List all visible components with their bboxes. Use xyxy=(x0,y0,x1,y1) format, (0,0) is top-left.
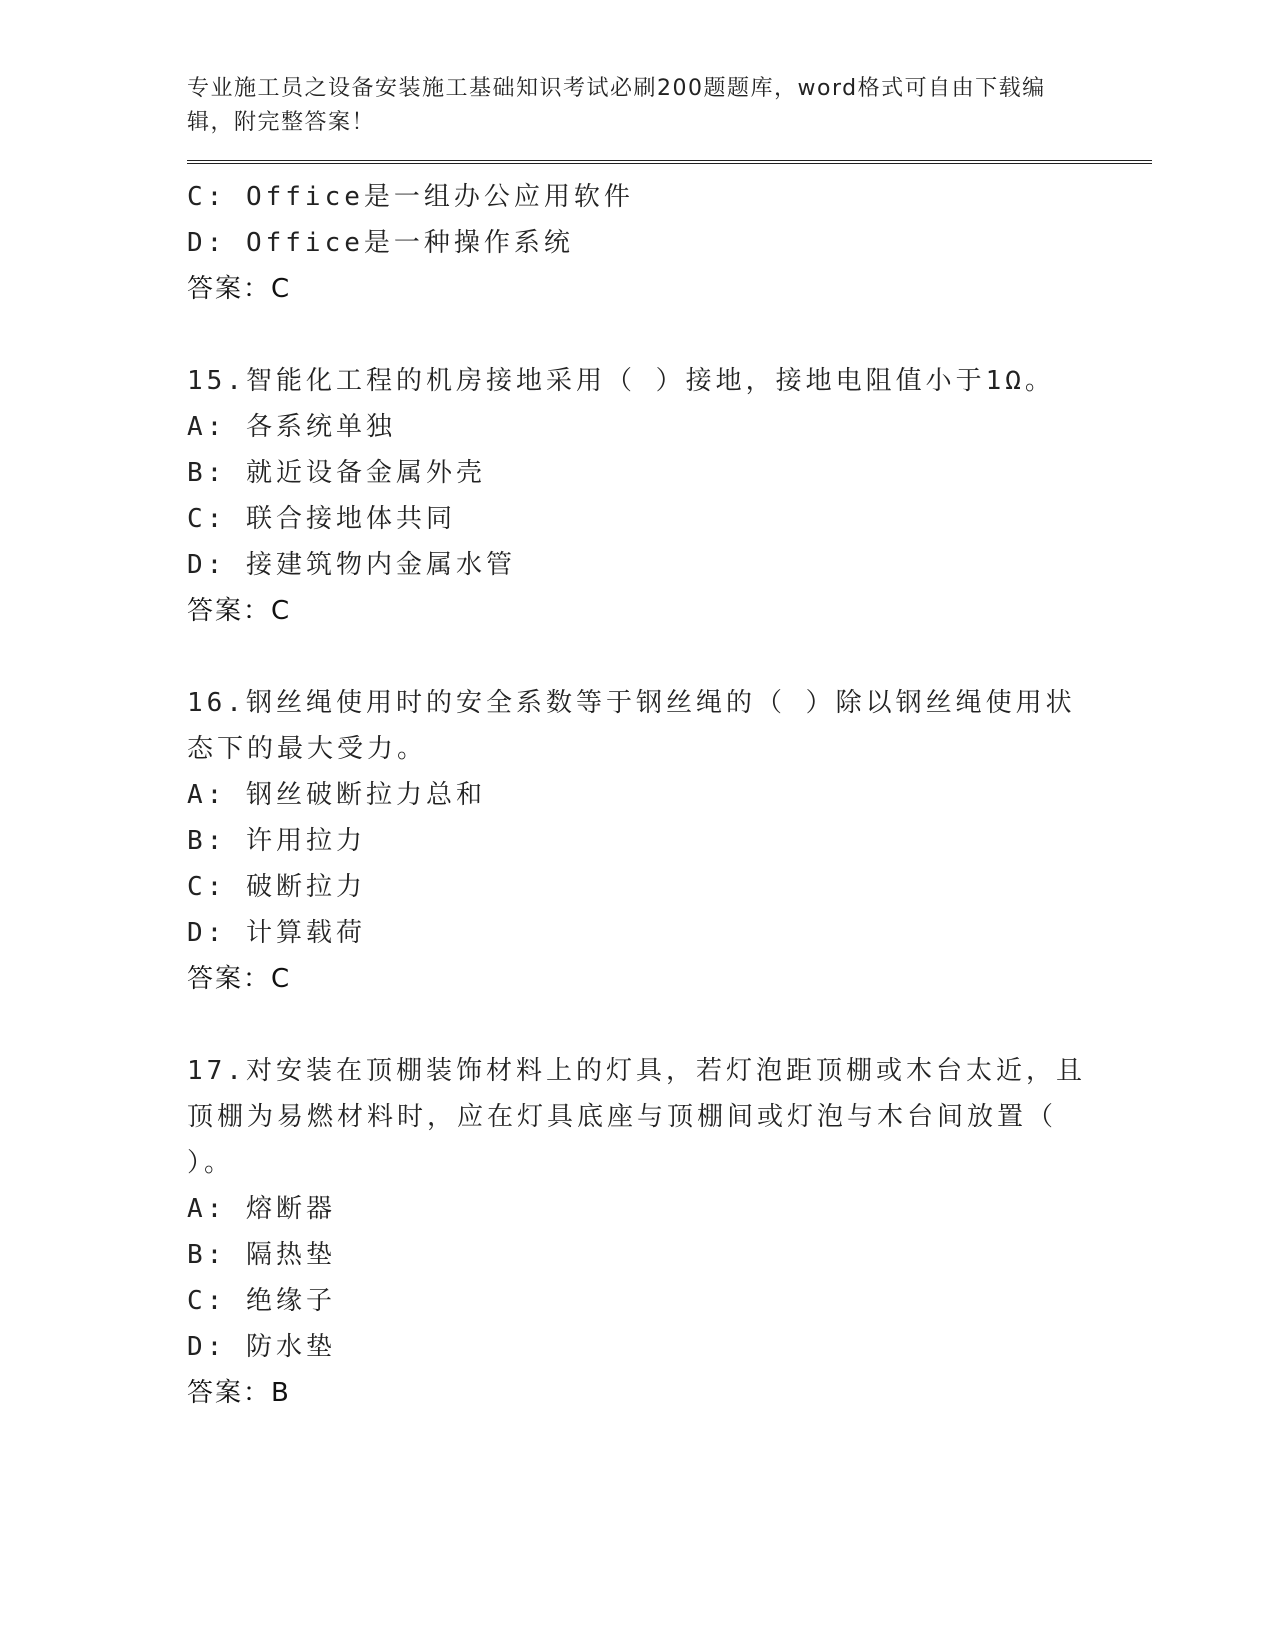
option-b: B: 就近设备金属外壳 xyxy=(187,458,486,488)
option-a: A: 各系统单独 xyxy=(187,412,396,442)
question-list xyxy=(187,174,1152,1416)
document-page xyxy=(187,72,1152,1416)
spacer xyxy=(187,1002,1152,1048)
question-17 xyxy=(187,1048,1152,1416)
spacer xyxy=(187,634,1152,680)
option-c: C: 破断拉力 xyxy=(187,872,366,902)
question-stem: 15.智能化工程的机房接地采用（ ）接地，接地电阻值小于1Ω。 xyxy=(187,366,1055,396)
answer: 答案：C xyxy=(187,596,292,626)
question-14-continued xyxy=(187,174,1152,312)
question-15 xyxy=(187,358,1152,634)
option-c: C: Office是一组办公应用软件 xyxy=(187,182,634,212)
question-stem: 17.对安装在顶棚装饰材料上的灯具，若灯泡距顶棚或木台太近，且顶棚为易燃材料时，应在灯具底座与顶棚间或灯泡与木台间放置（ ）。 xyxy=(187,1056,1086,1178)
question-stem: 16.钢丝绳使用时的安全系数等于钢丝绳的（ ）除以钢丝绳使用状态下的最大受力。 xyxy=(187,688,1076,764)
spacer xyxy=(187,312,1152,358)
option-c: C: 绝缘子 xyxy=(187,1286,336,1316)
option-c: C: 联合接地体共同 xyxy=(187,504,456,534)
option-b: B: 许用拉力 xyxy=(187,826,366,856)
option-a: A: 熔断器 xyxy=(187,1194,336,1224)
question-16 xyxy=(187,680,1152,1002)
option-d: D: 接建筑物内金属水管 xyxy=(187,550,516,580)
document-header: 专业施工员之设备安装施工基础知识考试必刷200题题库，word格式可自由下载编辑，附完整答案！ xyxy=(187,76,1046,135)
answer: 答案：C xyxy=(187,964,292,994)
option-a: A: 钢丝破断拉力总和 xyxy=(187,780,486,810)
answer: 答案：C xyxy=(187,274,292,304)
option-b: B: 隔热垫 xyxy=(187,1240,336,1270)
option-d: D: 防水垫 xyxy=(187,1332,336,1362)
answer: 答案：B xyxy=(187,1378,291,1408)
option-d: D: Office是一种操作系统 xyxy=(187,228,574,258)
header-divider xyxy=(187,160,1152,164)
option-d: D: 计算载荷 xyxy=(187,918,366,948)
